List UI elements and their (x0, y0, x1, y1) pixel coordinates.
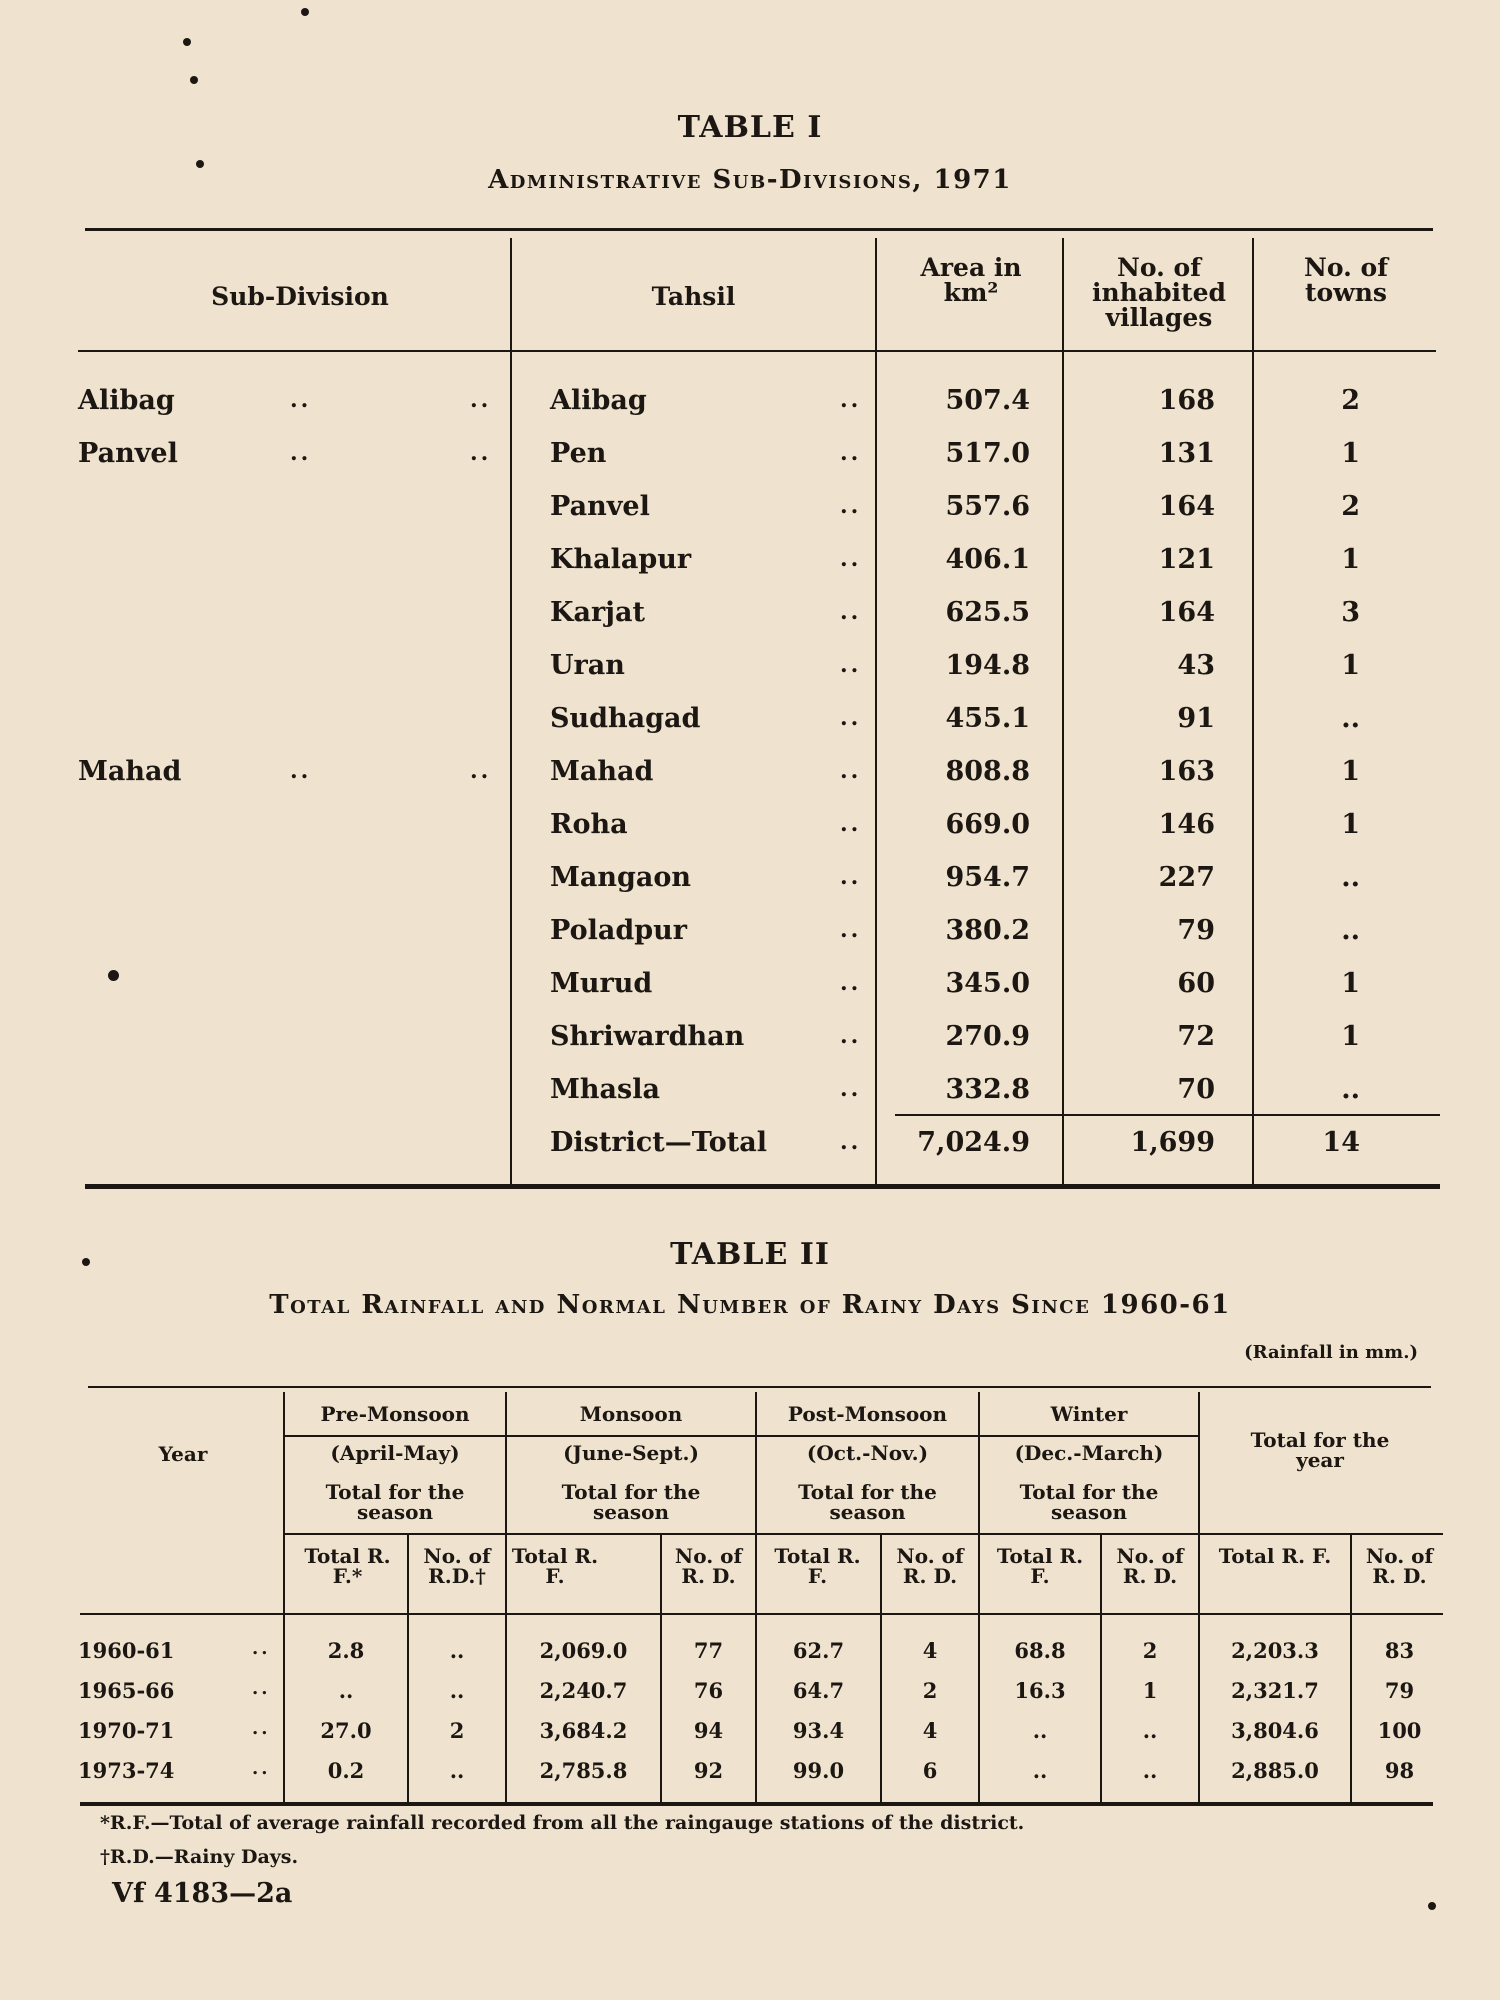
villages-value: 121 (1158, 544, 1215, 575)
year-label: 1973-74 (78, 1758, 175, 1783)
towns-value: 1 (1341, 1021, 1360, 1052)
header-monsoon: Monsoon (579, 1402, 683, 1426)
header-post-no-rd: No. of R. D. (896, 1544, 964, 1588)
header-monsoon-no-rd: No. of R. D. (674, 1544, 743, 1588)
towns-value: 1 (1341, 544, 1360, 575)
winter-rd-value: .. (1142, 1718, 1158, 1743)
scan-speck (82, 1258, 90, 1266)
table2-subhead-rule (285, 1533, 1443, 1535)
towns-value: 3 (1341, 597, 1360, 628)
post-monsoon-rd-value: 6 (922, 1758, 938, 1783)
header-post-total-rf: Total R. F. (774, 1544, 861, 1588)
leader-dots: .. (840, 652, 862, 678)
year-total-rf-value: 2,321.7 (1231, 1678, 1319, 1703)
leader-dots: .. (290, 440, 312, 466)
area-value: 625.5 (945, 597, 1030, 628)
year-label: 1965-66 (78, 1678, 175, 1703)
post-monsoon-rf-value: 99.0 (792, 1758, 845, 1783)
area-value: 669.0 (945, 809, 1030, 840)
monsoon-rd-value: 94 (693, 1718, 724, 1743)
scan-speck (183, 38, 191, 46)
villages-value: 227 (1158, 862, 1215, 893)
header-winter-season-total: Total for the season (1019, 1480, 1159, 1524)
leader-dots: .. (840, 599, 862, 625)
table1-title: TABLE I (677, 110, 823, 145)
leader-dots: .. (840, 1023, 862, 1049)
year-total-rd-value: 83 (1384, 1638, 1415, 1663)
towns-value: .. (1341, 915, 1360, 946)
table1-col-divider (1062, 238, 1064, 1184)
header-pre-period: (April-May) (330, 1441, 460, 1465)
winter-rd-value: 1 (1142, 1678, 1158, 1703)
towns-value: .. (1341, 1074, 1360, 1105)
table1-header-rule (78, 350, 1436, 352)
leader-dots: .. (290, 387, 312, 413)
header-winter-period: (Dec.-March) (1014, 1441, 1164, 1465)
header-towns: No. of towns (1304, 253, 1388, 307)
winter-rf-value: .. (1032, 1718, 1048, 1743)
year-total-rd-value: 79 (1384, 1678, 1415, 1703)
area-value: 954.7 (945, 862, 1030, 893)
scan-speck (190, 76, 198, 84)
tahsil-name: Roha (550, 809, 628, 840)
tahsil-name: Sudhagad (550, 703, 701, 734)
header-post-season-total: Total for the season (798, 1480, 937, 1524)
year-label: 1960-61 (78, 1638, 175, 1663)
towns-value: 1 (1341, 650, 1360, 681)
pre-monsoon-rf-value: 27.0 (320, 1718, 372, 1743)
area-value: 332.8 (945, 1074, 1030, 1105)
winter-rf-value: 16.3 (1014, 1678, 1066, 1703)
tahsil-name: Panvel (550, 491, 650, 522)
tahsil-name: Pen (550, 438, 607, 469)
header-winter: Winter (1050, 1402, 1128, 1426)
tahsil-name: Shriwardhan (550, 1021, 745, 1052)
pre-monsoon-rf-value: 0.2 (327, 1758, 365, 1783)
monsoon-rf-value: 2,069.0 (539, 1638, 628, 1663)
area-value: 7,024.9 (917, 1127, 1030, 1158)
area-value: 808.8 (945, 756, 1030, 787)
area-value: 270.9 (945, 1021, 1030, 1052)
header-pre-total-rf: Total R. F.* (304, 1544, 391, 1588)
towns-value: 14 (1322, 1127, 1360, 1158)
header-area: Area in km² (920, 253, 1022, 307)
table1-subtitle: Administrative Sub-Divisions, 1971 (488, 165, 1012, 195)
towns-value: .. (1341, 862, 1360, 893)
tahsil-name: Mangaon (550, 862, 692, 893)
villages-value: 146 (1158, 809, 1215, 840)
scan-speck (1428, 1902, 1436, 1910)
leader-dots: .. (840, 811, 862, 837)
towns-value: 1 (1341, 438, 1360, 469)
table2-top-rule (88, 1386, 1431, 1388)
year-total-rf-value: 2,203.3 (1231, 1638, 1319, 1663)
year-total-rd-value: 100 (1377, 1718, 1422, 1743)
villages-value: 168 (1158, 385, 1215, 416)
header-pre-monsoon: Pre-Monsoon (320, 1402, 470, 1426)
scan-speck (301, 8, 309, 16)
year-total-rd-value: 98 (1384, 1758, 1415, 1783)
towns-value: 1 (1341, 756, 1360, 787)
towns-value: 2 (1341, 491, 1360, 522)
winter-rd-value: .. (1142, 1758, 1158, 1783)
leader-dots: .. (840, 546, 862, 572)
area-value: 507.4 (945, 385, 1030, 416)
towns-value: 2 (1341, 385, 1360, 416)
table2-title: TABLE II (670, 1237, 830, 1272)
villages-value: 164 (1158, 491, 1215, 522)
winter-rd-value: 2 (1142, 1638, 1158, 1663)
table1-col-divider (510, 238, 512, 1184)
leader-dots: .. (252, 1758, 271, 1779)
area-value: 194.8 (945, 650, 1030, 681)
pre-monsoon-rf-value: 2.8 (327, 1638, 365, 1663)
post-monsoon-rf-value: 62.7 (792, 1638, 845, 1663)
pre-monsoon-rd-value: .. (449, 1638, 465, 1663)
tahsil-name: Alibag (550, 385, 647, 416)
tahsil-name: Murud (550, 968, 653, 999)
sub-division-name: Alibag (78, 385, 175, 416)
monsoon-rf-value: 2,240.7 (539, 1678, 628, 1703)
post-monsoon-rd-value: 4 (922, 1638, 938, 1663)
leader-dots: .. (840, 493, 862, 519)
tahsil-name: District—Total (550, 1127, 767, 1158)
post-monsoon-rd-value: 4 (922, 1718, 938, 1743)
villages-value: 131 (1158, 438, 1215, 469)
monsoon-rf-value: 3,684.2 (539, 1718, 628, 1743)
leader-dots: .. (252, 1678, 271, 1699)
table1-bottom-rule (85, 1184, 1440, 1189)
table1-col-divider (1252, 238, 1254, 1184)
header-tahsil: Tahsil (651, 282, 736, 311)
villages-value: 91 (1177, 703, 1215, 734)
tahsil-name: Mhasla (550, 1074, 660, 1105)
leader-dots: .. (840, 1129, 862, 1155)
header-winter-total-rf: Total R. F. (996, 1544, 1084, 1588)
post-monsoon-rf-value: 93.4 (792, 1718, 845, 1743)
area-value: 406.1 (945, 544, 1030, 575)
sub-division-name: Panvel (78, 438, 178, 469)
villages-value: 79 (1177, 915, 1215, 946)
leader-dots: .. (840, 864, 862, 890)
header-monsoon-total-rf: Total R. F. (511, 1544, 599, 1588)
winter-rf-value: .. (1032, 1758, 1048, 1783)
post-monsoon-rf-value: 64.7 (792, 1678, 845, 1703)
villages-value: 60 (1177, 968, 1215, 999)
villages-value: 72 (1177, 1021, 1215, 1052)
towns-value: .. (1341, 703, 1360, 734)
villages-value: 43 (1177, 650, 1215, 681)
monsoon-rf-value: 2,785.8 (539, 1758, 628, 1783)
leader-dots: .. (840, 440, 862, 466)
area-value: 455.1 (945, 703, 1030, 734)
header-monsoon-season-total: Total for the season (561, 1480, 701, 1524)
footnote-rf: *R.F.—Total of average rainfall recorded from all the raingauge stations of the district. (100, 1812, 1025, 1834)
tahsil-name: Mahad (550, 756, 654, 787)
leader-dots: .. (840, 1076, 862, 1102)
post-monsoon-rd-value: 2 (922, 1678, 938, 1703)
area-value: 557.6 (945, 491, 1030, 522)
pre-monsoon-rd-value: 2 (449, 1718, 465, 1743)
villages-value: 164 (1158, 597, 1215, 628)
villages-value: 1,699 (1130, 1127, 1215, 1158)
pre-monsoon-rf-value: .. (338, 1678, 354, 1703)
leader-dots: .. (840, 917, 862, 943)
scan-speck (108, 970, 119, 981)
leader-dots: .. (840, 705, 862, 731)
winter-rf-value: 68.8 (1014, 1638, 1066, 1663)
leader-dots: .. (252, 1718, 271, 1739)
tahsil-name: Karjat (550, 597, 645, 628)
header-year-total: Total for the year (1250, 1428, 1390, 1472)
printer-mark: Vf 4183—2a (112, 1878, 293, 1909)
sub-division-name: Mahad (78, 756, 182, 787)
towns-value: 1 (1341, 809, 1360, 840)
table1-top-rule (85, 228, 1433, 231)
table2-subtitle: Total Rainfall and Normal Number of Rainy Days Since 1960-61 (269, 1290, 1231, 1320)
villages-value: 163 (1158, 756, 1215, 787)
monsoon-rd-value: 77 (693, 1638, 724, 1663)
towns-value: 1 (1341, 968, 1360, 999)
footnote-rd: †R.D.—Rainy Days. (100, 1846, 299, 1868)
header-total-rf: Total R. F. (1218, 1544, 1332, 1568)
leader-dots: .. (470, 758, 492, 784)
area-value: 517.0 (945, 438, 1030, 469)
header-total-no-rd: No. of R. D. (1365, 1544, 1434, 1588)
rainfall-unit-note: (Rainfall in mm.) (1244, 1342, 1418, 1363)
header-year: Year (158, 1442, 208, 1466)
table2-period-rule (285, 1435, 1198, 1437)
header-sub-division: Sub-Division (211, 282, 389, 311)
monsoon-rd-value: 76 (693, 1678, 724, 1703)
leader-dots: .. (840, 758, 862, 784)
leader-dots: .. (290, 758, 312, 784)
header-post-monsoon: Post-Monsoon (787, 1402, 948, 1426)
tahsil-name: Poladpur (550, 915, 687, 946)
leader-dots: .. (840, 387, 862, 413)
year-total-rf-value: 3,804.6 (1231, 1718, 1319, 1743)
pre-monsoon-rd-value: .. (449, 1758, 465, 1783)
tahsil-name: Uran (550, 650, 625, 681)
table1-total-rule (895, 1114, 1440, 1116)
leader-dots: .. (840, 970, 862, 996)
table2-bottom-rule (80, 1802, 1433, 1806)
scan-speck (196, 160, 204, 168)
leader-dots: .. (252, 1638, 271, 1659)
year-label: 1970-71 (78, 1718, 175, 1743)
villages-value: 70 (1177, 1074, 1215, 1105)
area-value: 380.2 (945, 915, 1030, 946)
header-pre-no-rd: No. of R.D.† (423, 1544, 491, 1588)
table1-col-divider (875, 238, 877, 1184)
leader-dots: .. (470, 387, 492, 413)
header-post-period: (Oct.-Nov.) (806, 1441, 929, 1465)
header-winter-no-rd: No. of R. D. (1116, 1544, 1184, 1588)
leader-dots: .. (470, 440, 492, 466)
year-total-rf-value: 2,885.0 (1231, 1758, 1319, 1783)
pre-monsoon-rd-value: .. (449, 1678, 465, 1703)
area-value: 345.0 (945, 968, 1030, 999)
header-villages: No. of inhabited villages (1092, 253, 1226, 332)
tahsil-name: Khalapur (550, 544, 692, 575)
header-monsoon-period: (June-Sept.) (563, 1441, 699, 1465)
header-pre-season-total: Total for the season (325, 1480, 465, 1524)
monsoon-rd-value: 92 (693, 1758, 724, 1783)
